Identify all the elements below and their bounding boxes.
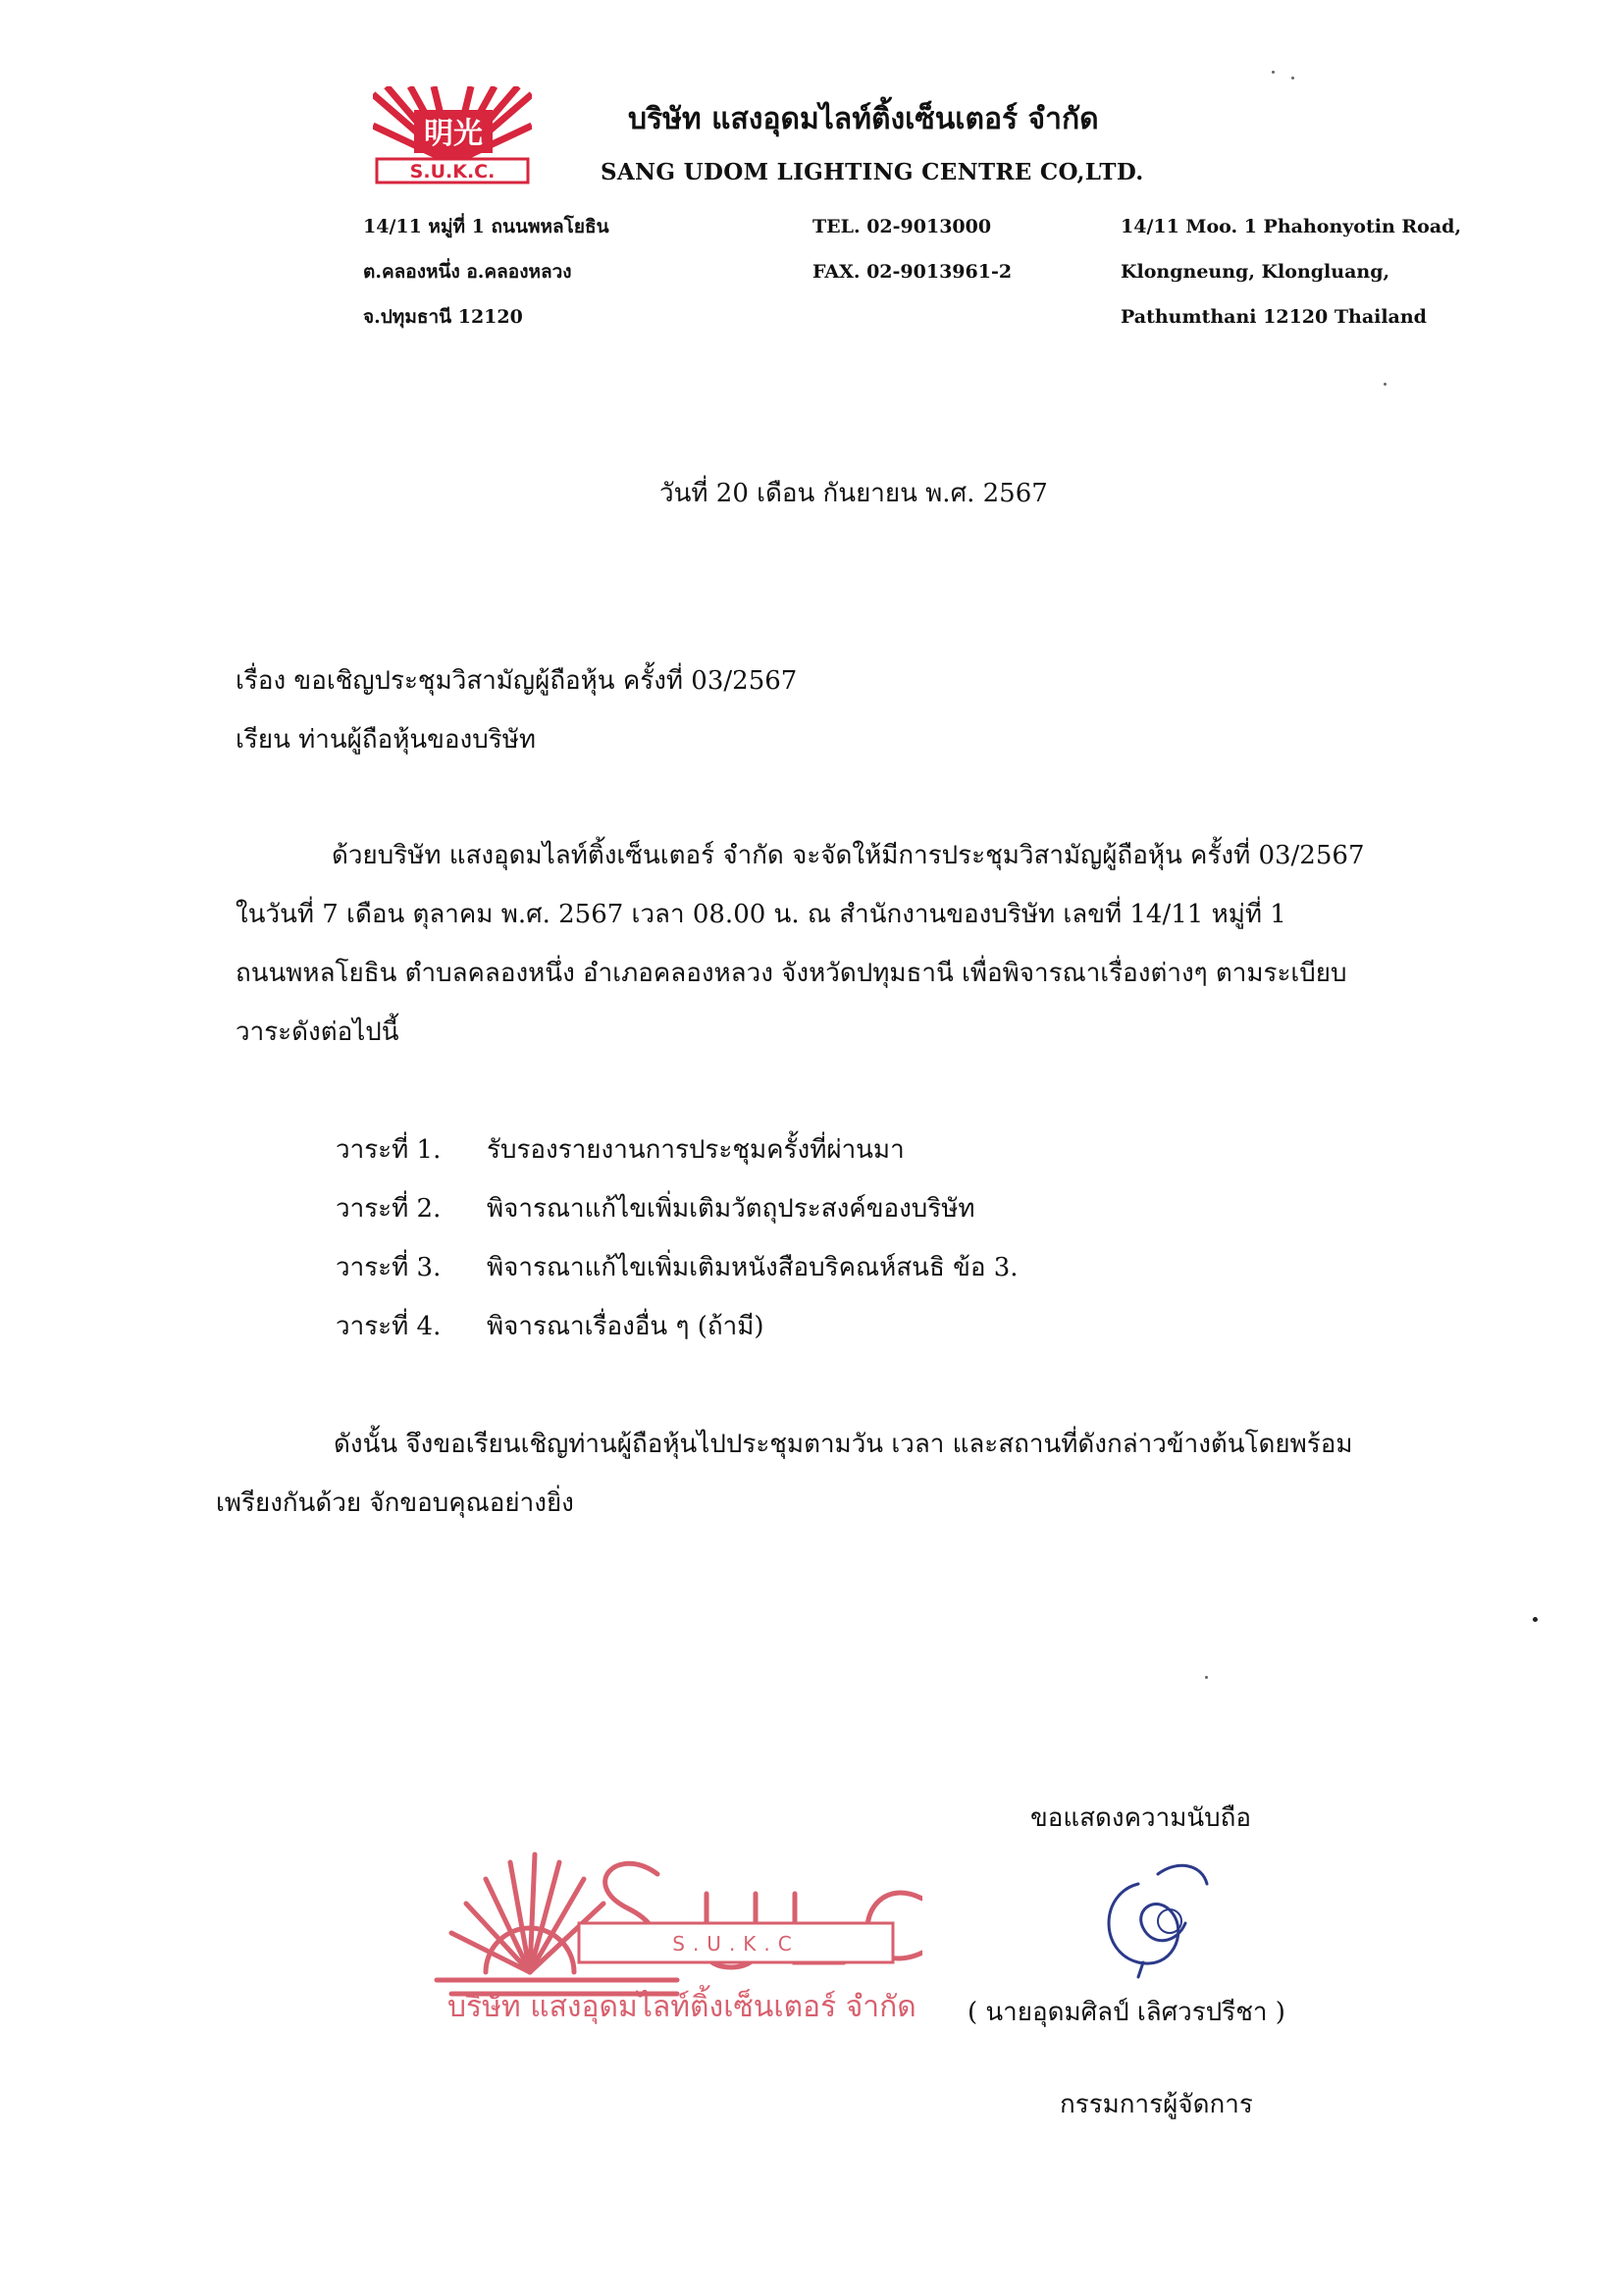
- address-thai-line: 14/11 หมู่ที่ 1 ถนนพหลโยธิน: [363, 216, 609, 237]
- telephone: TEL. 02-9013000: [812, 216, 992, 237]
- contact-numbers: [812, 204, 1012, 294]
- address-english-line: Pathumthani 12120 Thailand: [1121, 306, 1427, 328]
- recipient-line: เรียน ท่านผู้ถือหุ้นของบริษัท: [236, 725, 536, 755]
- agenda-text: รับรองรายงานการประชุมครั้งที่ผ่านมา: [487, 1135, 905, 1165]
- agenda-list: [336, 1121, 1019, 1356]
- agenda-number: วาระที่ 2.: [336, 1194, 442, 1224]
- agenda-text: พิจารณาแก้ไขเพิ่มเติมวัตถุประสงค์ของบริษัท: [487, 1194, 975, 1224]
- agenda-item: [336, 1121, 1019, 1179]
- company-name-thai: บริษัท แสงอุดมไลท์ติ้งเซ็นเตอร์ จำกัด: [628, 102, 1099, 136]
- address-english-line: 14/11 Moo. 1 Phahonyotin Road,: [1121, 216, 1462, 237]
- company-name-english: SANG UDOM LIGHTING CENTRE CO,LTD.: [601, 159, 1144, 185]
- paragraph-line: ในวันที่ 7 เดือน ตุลาคม พ.ศ. 2567 เวลา 08.00 น. ณ สำนักงานของบริษัท เลขที่ 14/11 หมู่ที่ 1: [236, 900, 1286, 929]
- subject-block: [236, 652, 797, 769]
- handwritten-signature: [1079, 1854, 1217, 1982]
- agenda-item: [336, 1238, 1019, 1297]
- closing-salutation: ขอแสดงความนับถือ: [1030, 1803, 1251, 1833]
- letter-date: วันที่ 20 เดือน กันยายน พ.ศ. 2567: [659, 479, 1048, 508]
- company-logo: [373, 86, 532, 184]
- agenda-number: วาระที่ 3.: [336, 1253, 442, 1282]
- paragraph-line: วาระดังต่อไปนี้: [236, 1018, 399, 1047]
- signer-position: กรรมการผู้จัดการ: [1060, 2090, 1253, 2119]
- address-thai-line: ต.คลองหนึ่ง อ.คลองหลวง: [363, 261, 572, 283]
- logo-cjk-text: 明光: [424, 117, 483, 151]
- invitation-paragraph: [236, 826, 1472, 1062]
- paragraph-line: ถนนพหลโยธิน ตำบลคลองหนึ่ง อำเภอคลองหลวง จังหวัดปทุมธานี เพื่อพิจารณาเรื่องต่างๆ ตามระเบียบ: [236, 959, 1347, 988]
- agenda-text: พิจารณาเรื่องอื่น ๆ (ถ้ามี): [487, 1312, 764, 1341]
- agenda-item: [336, 1179, 1019, 1238]
- address-english-line: Klongneung, Klongluang,: [1121, 261, 1390, 283]
- agenda-number: วาระที่ 4.: [336, 1312, 442, 1341]
- signer-name: ( นายอุดมศิลป์ เลิศวรปรีชา ): [968, 1998, 1285, 2027]
- scan-speck: [1205, 1676, 1208, 1679]
- stamp-latin-text: S.U.K.C: [672, 1932, 800, 1956]
- closing-paragraph: [216, 1415, 1482, 1533]
- logo-latin-text: S.U.K.C.: [409, 161, 496, 183]
- address-english: [1121, 204, 1461, 339]
- address-thai-line: จ.ปทุมธานี 12120: [363, 306, 523, 328]
- paragraph-line: ดังนั้น จึงขอเรียนเชิญท่านผู้ถือหุ้นไปประชุมตามวัน เวลา และสถานที่ดังกล่าวข้างต้นโดยพร้อม: [334, 1430, 1353, 1459]
- agenda-text: พิจารณาแก้ไขเพิ่มเติมหนังสือบริคณห์สนธิ ข้อ 3.: [487, 1253, 1019, 1282]
- scan-speck: [1291, 77, 1294, 79]
- address-thai: [363, 204, 609, 339]
- subject-line: เรื่อง ขอเชิญประชุมวิสามัญผู้ถือหุ้น ครั้งที่ 03/2567: [236, 666, 798, 696]
- scan-speck: [1384, 383, 1387, 386]
- stamp-company-name: บริษัท แสงอุดมไลท์ติ้งเซ็นเตอร์ จำกัด: [447, 1990, 916, 2024]
- fax: FAX. 02-9013961-2: [812, 261, 1013, 283]
- paragraph-line: เพรียงกันด้วย จักขอบคุณอย่างยิ่ง: [216, 1488, 574, 1518]
- agenda-item: [336, 1297, 1019, 1356]
- paragraph-line: ด้วยบริษัท แสงอุดมไลท์ติ้งเซ็นเตอร์ จำกัด จะจัดให้มีการประชุมวิสามัญผู้ถือหุ้น ครั้งที่ 03/2567: [332, 841, 1365, 870]
- scan-speck: [1272, 71, 1275, 74]
- agenda-number: วาระที่ 1.: [336, 1135, 442, 1165]
- scan-speck: [1533, 1617, 1538, 1622]
